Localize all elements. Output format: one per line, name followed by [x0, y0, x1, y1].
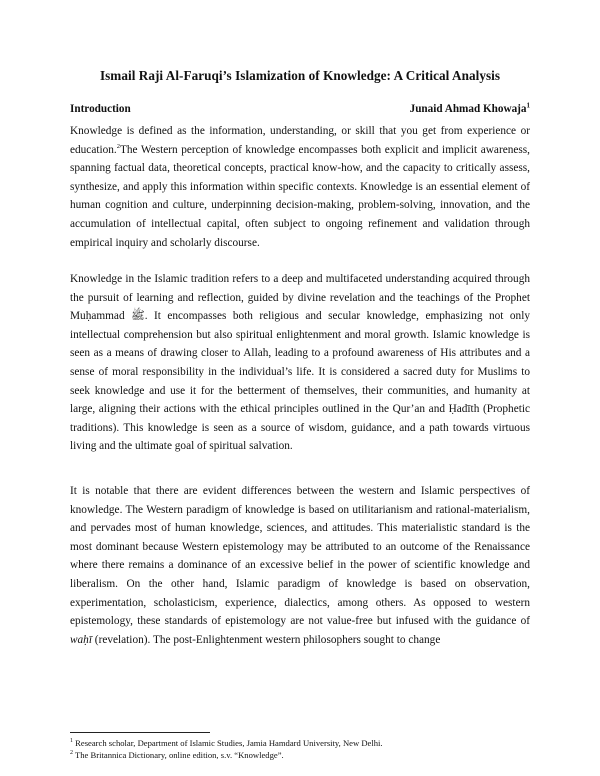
author-footnote-mark: 1	[526, 101, 530, 110]
footnote-1-text: Research scholar, Department of Islamic Studies, Jamia Hamdard University, New Delhi.	[75, 738, 383, 748]
paragraph-1-part-2: The Western perception of knowledge encompasses both explicit and implicit awareness, spanning factual data, theoretical concepts, practical know-how, and the capacity to critically assess, synthesize, and apply this information within specific contexts. Knowledge is an essential element of human cognition and culture, underpinning decision-making, problem-solving, innovation, and the accumulation of intellectual capital, often subject to ongoing refinement and validation through empirical inquiry and scholarly discourse.	[70, 143, 530, 249]
author-name: Junaid Ahmad Khowaja	[409, 103, 527, 115]
footnote-1-mark: 1	[70, 738, 73, 745]
section-header	[70, 103, 530, 119]
paragraph-3-part-2: (revelation). The post-Enlightenment western philosophers sought to change	[91, 633, 441, 646]
footnote-2	[70, 750, 530, 761]
paragraph-1-part-1: Knowledge is defined as the information, understanding, or skill that you get from experience or education.	[70, 125, 530, 156]
section-heading: Introduction	[70, 103, 131, 115]
footnote-mark-2: 2	[116, 142, 120, 150]
paragraph-3-italic-term: waḥī	[70, 633, 92, 646]
author-line	[410, 103, 530, 115]
footnote-1	[70, 738, 530, 749]
footnote-2-text: The Britannica Dictionary, online edition, s.v. “Knowledge”.	[75, 750, 284, 760]
paragraph-2: Knowledge in the Islamic tradition refers to a deep and multifaceted understanding acquired through the pursuit of learning and reflection, guided by divine revelation and the teachings of the Prophet Muḥammad ﷺ. It encompasses both religious and secular knowledge, emphasizing not only intellectual comprehension but also spiritual enlightenment and moral growth. Islamic knowledge is seen as a means of drawing closer to Allah, leading to a profound awareness of His attributes and a sense of moral responsibility in the individual’s life. It is considered a sacred duty for Muslims to seek knowledge and use it for the betterment of themselves, their communities, and humanity at large, aligning their actions with the ethical principles outlined in the Qur’an and Ḥadīth (Prophetic traditions). This knowledge is seen as a source of wisdom, guidance, and a path towards virtuous living and the ultimate goal of spiritual salvation.	[70, 273, 530, 453]
footnote-2-mark: 2	[70, 750, 73, 757]
paper-title: Ismail Raji Al-Faruqi’s Islamization of Knowledge: A Critical Analysis	[99, 68, 501, 83]
paragraph-3-part-1: It is notable that there are evident differences between the western and Islamic perspectives of knowledge. The Western paradigm of knowledge is based on utilitarianism and rational-materialism, and pervades most of human knowledge, sciences, and attitudes. This materialistic standard is the most dominant because Western epistemology may be attributed to an outcome of the Renaissance where there remains a dominance of an excessive belief in the power of scientific knowledge and liberalism. On the other hand, Islamic paradigm of knowledge is based on observation, experimentation, scholasticism, experience, dialectics, among others. As opposed to western epistemology, these standards of epistemology are not value-free but infused with the guidance of	[70, 485, 530, 628]
paragraph-1	[70, 122, 530, 252]
paragraph-3	[70, 482, 530, 649]
footnote-divider	[70, 732, 210, 733]
